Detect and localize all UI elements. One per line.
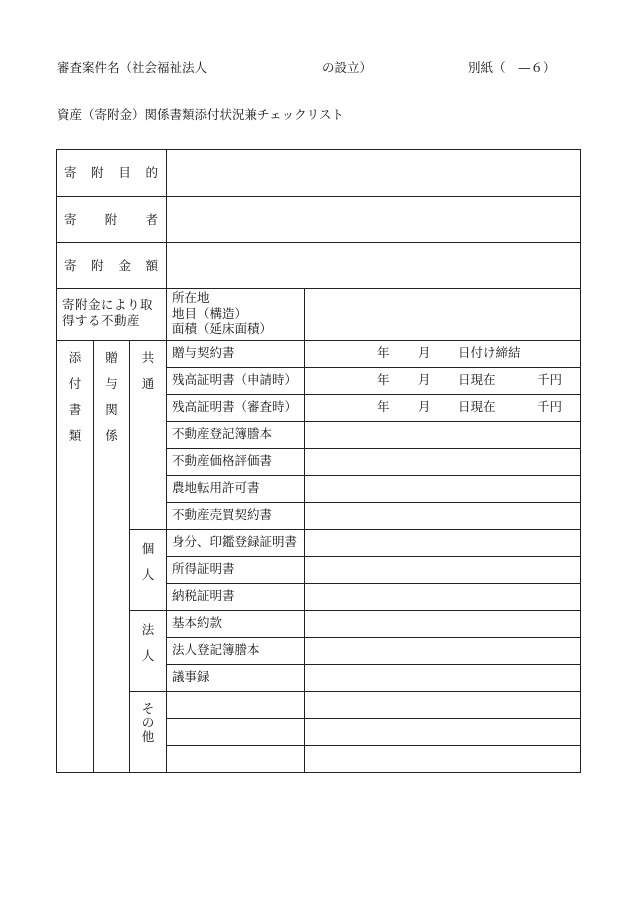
corp-registry-input[interactable] bbox=[305, 638, 581, 665]
doc-tax-cert: 納税証明書 bbox=[167, 584, 305, 611]
attached-docs-label: 添 付 書 類 bbox=[57, 341, 94, 773]
doc-balance-application: 残高証明書（申請時） bbox=[167, 368, 305, 395]
other-label: そ の 他 bbox=[130, 692, 167, 773]
attachment-label: 別紙（ —６） bbox=[468, 60, 556, 75]
gift-contract-date[interactable]: 年 月 日付け締結 bbox=[305, 341, 581, 368]
doc-id-seal-cert: 身分、印鑑登録証明書 bbox=[167, 530, 305, 557]
income-cert-input[interactable] bbox=[305, 557, 581, 584]
amount-label: 寄 附 金 額 bbox=[57, 243, 167, 289]
corporate-label: 法 人 bbox=[130, 611, 167, 692]
case-name-prefix: 審査案件名（社会福祉法人 bbox=[57, 60, 208, 75]
doc-real-estate-sale: 不動産売買契約書 bbox=[167, 503, 305, 530]
amount-input[interactable] bbox=[167, 243, 581, 289]
donor-label: 寄 附 者 bbox=[57, 197, 167, 243]
other-doc-3[interactable] bbox=[167, 746, 305, 773]
doc-farmland-permit: 農地転用許可書 bbox=[167, 476, 305, 503]
tax-cert-input[interactable] bbox=[305, 584, 581, 611]
donor-input[interactable] bbox=[167, 197, 581, 243]
other-doc-2[interactable] bbox=[167, 719, 305, 746]
doc-gift-contract: 贈与契約書 bbox=[167, 341, 305, 368]
doc-balance-review: 残高証明書（審査時） bbox=[167, 395, 305, 422]
minutes-input[interactable] bbox=[305, 665, 581, 692]
farmland-permit-input[interactable] bbox=[305, 476, 581, 503]
property-label: 寄附金により取得する不動産 bbox=[57, 289, 167, 341]
case-name-suffix: の設立） bbox=[322, 60, 373, 75]
balance-application-date[interactable]: 年 月 日現在 千円 bbox=[305, 368, 581, 395]
gift-related-label: 贈 与 関 係 bbox=[94, 341, 130, 773]
real-estate-sale-input[interactable] bbox=[305, 503, 581, 530]
doc-income-cert: 所得証明書 bbox=[167, 557, 305, 584]
checklist-table bbox=[56, 149, 581, 773]
doc-corp-registry: 法人登記簿謄本 bbox=[167, 638, 305, 665]
doc-minutes: 議事録 bbox=[167, 665, 305, 692]
common-label: 共 通 bbox=[130, 341, 167, 530]
id-seal-cert-input[interactable] bbox=[305, 530, 581, 557]
purpose-label: 寄 附 目 的 bbox=[57, 150, 167, 197]
property-fields: 所在地 地目（構造） 面積（延床面積） bbox=[167, 289, 305, 341]
doc-real-estate-registry: 不動産登記簿謄本 bbox=[167, 422, 305, 449]
document-title: 資産（寄附金）関係書類添付状況兼チェックリスト bbox=[57, 107, 344, 122]
property-input[interactable] bbox=[305, 289, 581, 341]
doc-articles: 基本約款 bbox=[167, 611, 305, 638]
doc-real-estate-appraisal: 不動産価格評価書 bbox=[167, 449, 305, 476]
balance-review-date[interactable]: 年 月 日現在 千円 bbox=[305, 395, 581, 422]
purpose-input[interactable] bbox=[167, 150, 581, 197]
other-doc-1-input[interactable] bbox=[305, 692, 581, 719]
other-doc-1[interactable] bbox=[167, 692, 305, 719]
other-doc-2-input[interactable] bbox=[305, 719, 581, 746]
real-estate-appraisal-input[interactable] bbox=[305, 449, 581, 476]
individual-label: 個 人 bbox=[130, 530, 167, 611]
real-estate-registry-input[interactable] bbox=[305, 422, 581, 449]
other-doc-3-input[interactable] bbox=[305, 746, 581, 773]
articles-input[interactable] bbox=[305, 611, 581, 638]
